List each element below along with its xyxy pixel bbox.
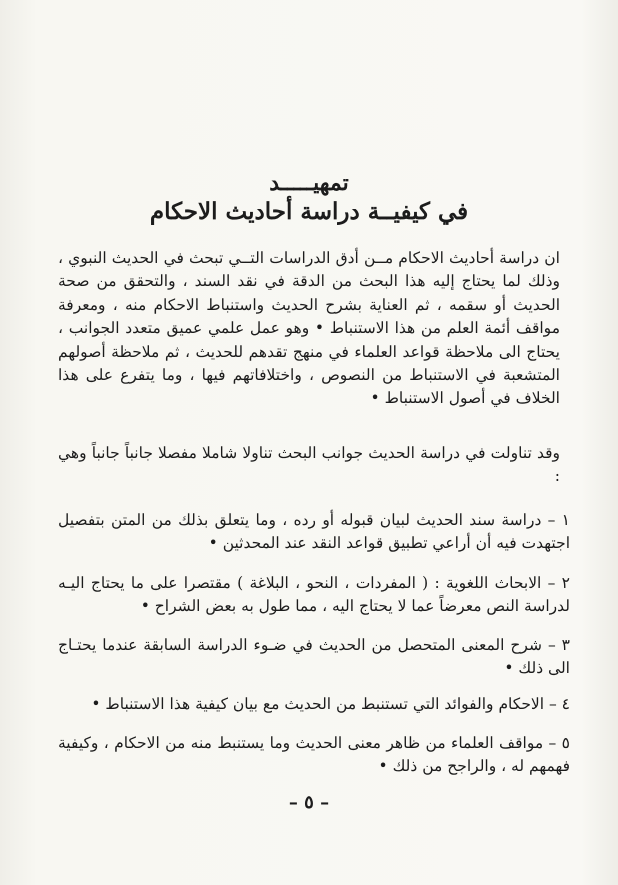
section-title: تمهيـــــد [269,170,349,196]
section-subtitle: في كيفيــة دراسة أحاديث الاحكام [149,198,469,225]
intro-paragraph: ان دراسة أحاديث الاحكام مــن أدق الدراسات التــي تبحث في الحديث النبوي ، وذلك لما يحتاج إليه هذا البحث من الدقة في نقد السند ، والتحقق من صحة الحديث أو سقمه ، ثم العناية بشرح الحديث واستنباط الاحكام منه ، ومعرفة مواقف أئمة العلم من هذا الاستنباط • وهو عمل علمي عميق متعدد الجوانب ، يحتاج الى ملاحظة قواعد العلماء في منهج تقدهم للحديث ، ثم ملاحظة أصولهم المتشعبة في الاستنباط من النصوص ، واختلافاتهم فيها ، وما يتفرع على هذا الخلاف في أصول الاستنباط • [58,249,560,408]
page-number: – ٥ – [288,792,330,813]
list-item: ٤ – الاحكام والفوائد التي تستنبط من الحديث مع بيان كيفية هذا الاستنباط • [91,695,570,713]
list-item: ١ – دراسة سند الحديث لبيان قبوله أو رده ، وما يتعلق بذلك من المتن بتفصيل اجتهدت فيه أن أراعي تطبيق قواعد النقد عند المحدثين • [58,511,570,553]
list-item: ٢ – الابحاث اللغوية : ( المفردات ، النحو ، البلاغة ) مقتصرا على ما يحتاج اليـه لدراسة النص معرضاً عما لا يحتاج اليه ، مما طول به بعض الشراح • [58,574,570,616]
list-item: ٣ – شرح المعنى المتحصل من الحديث في ضـوء الدراسة السابقة عندما يحتـاج الى ذلك • [58,636,570,678]
scope-paragraph: وقد تناولت في دراسة الحديث جوانب البحث تناولا شاملا مفصلا جانباً جانباً وهي : [58,444,560,486]
list-item: ٥ – مواقف العلماء من ظاهر معنى الحديث وما يستنبط منه من الاحكام ، وكيفية فهمهم له ، والراجح من ذلك • [58,734,570,776]
